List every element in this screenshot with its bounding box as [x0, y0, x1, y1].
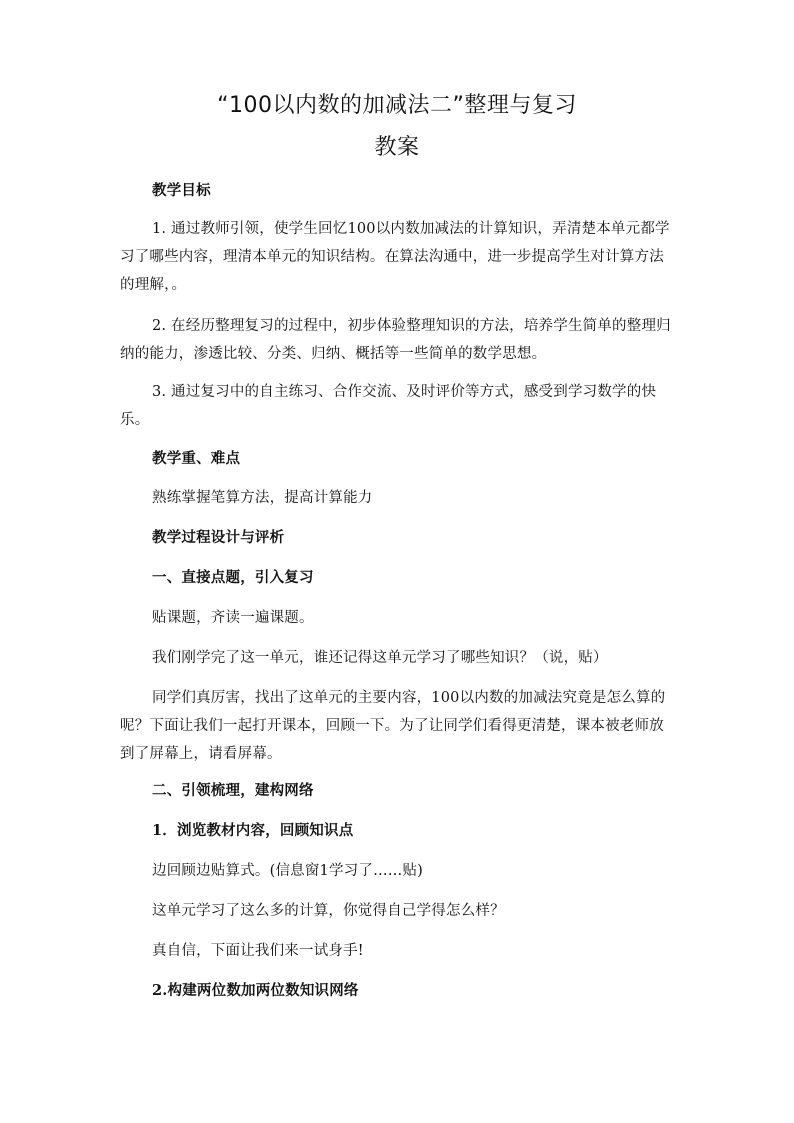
part1-paragraph-2: 我们刚学完了这一单元，谁还记得这单元学习了哪些知识？（说，贴）: [152, 650, 608, 666]
objective-3: 3. 通过复习中的自主练习、合作交流、及时评价等方式，感受到学习数学的快乐。: [120, 384, 657, 428]
objectives-heading: 教学目标: [152, 182, 211, 199]
objective-1: 1. 通过教师引领，使学生回忆100以内数加减法的计算知识，弄清楚本单元都学习了哪些内容，理清本单元的知识结构。在算法沟通中，进一步提高学生对计算方法的理解，。: [120, 221, 670, 293]
part2-subheading-1: 1．浏览教材内容，回顾知识点: [152, 822, 354, 839]
part1-paragraph-1: 贴课题，齐读一遍课题。: [152, 610, 314, 626]
key-points-heading: 教学重、难点: [152, 450, 241, 467]
part1-paragraph-3: 同学们真厉害，找出了这单元的主要内容，100以内数的加减法究竟是怎么算的呢？下面让我们一起打开课本，回顾一下。为了让同学们看得更清楚，课本被老师放到了屏幕上，请看屏幕。: [120, 690, 666, 762]
key-points-text: 熟练掌握笔算方法，提高计算能力: [152, 490, 373, 506]
objective-2: 2. 在经历整理复习的过程中，初步体验整理知识的方法，培养学生简单的整理归纳的能力，渗透比较、分类、归纳、概括等一些简单的数学思想。: [120, 318, 671, 362]
part2-paragraph-1: 边回顾边贴算式。(信息窗1学习了……贴): [152, 863, 424, 879]
document-subtitle: 教案: [374, 135, 420, 160]
part2-paragraph-3: 真自信，下面让我们来一试身手!: [152, 943, 364, 959]
process-heading: 教学过程设计与评析: [152, 529, 285, 546]
part2-paragraph-2: 这单元学习了这么多的计算，你觉得自己学得怎么样？: [152, 903, 505, 919]
document-title: “100以内数的加减法二”整理与复习: [217, 93, 577, 118]
part1-heading: 一、直接点题，引入复习: [152, 569, 314, 586]
part2-subheading-2: 2.构建两位数加两位数知识网络: [152, 982, 359, 999]
part2-heading: 二、引领梳理，建构网络: [152, 782, 314, 799]
